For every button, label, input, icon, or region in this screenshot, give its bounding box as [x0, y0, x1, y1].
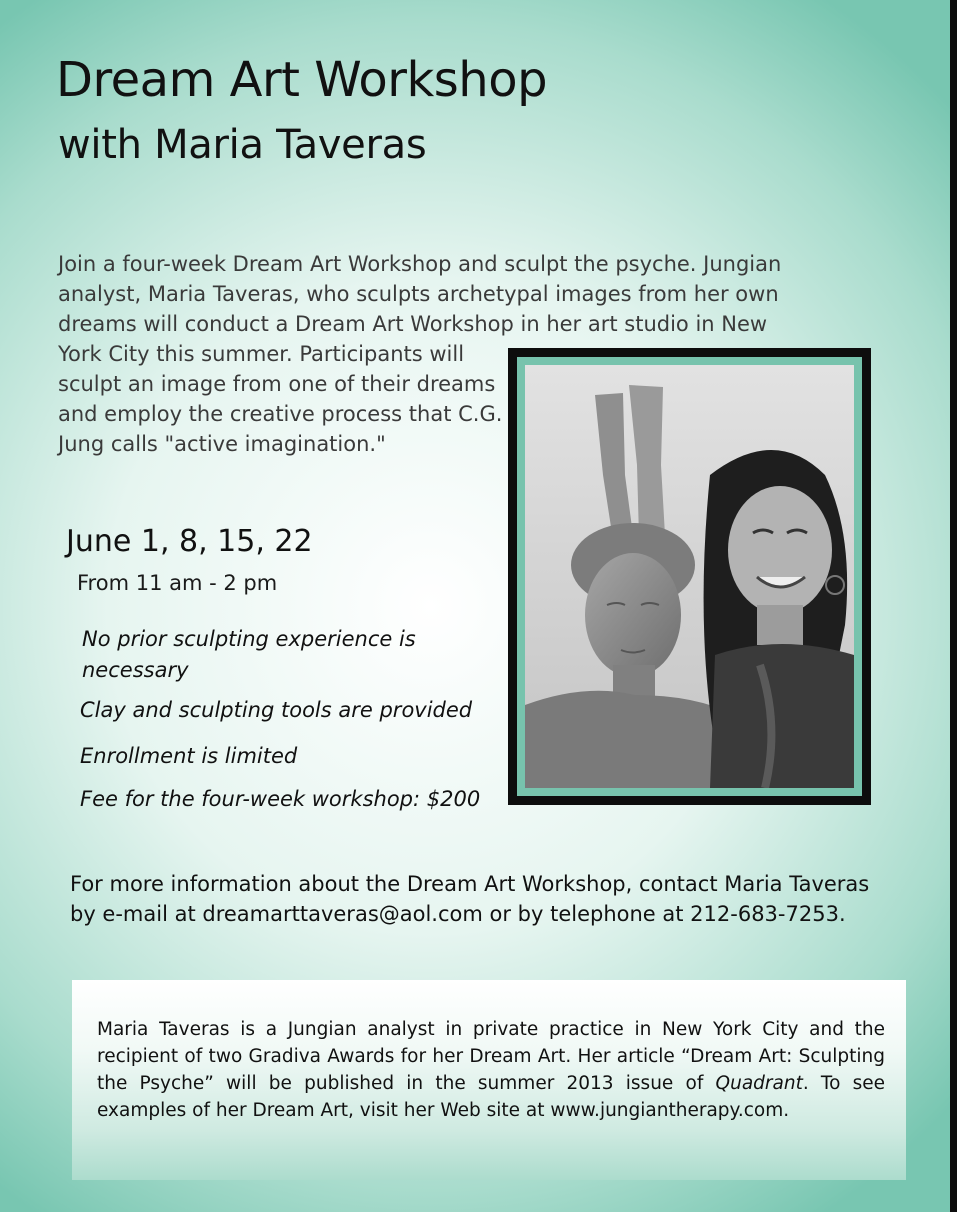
detail-materials: Clay and sculpting tools are provided [80, 698, 473, 722]
photo-illustration [525, 365, 854, 788]
page-subtitle: with Maria Taveras [58, 122, 427, 168]
publication-title: Quadrant [715, 1073, 803, 1094]
detail-enrollment: Enrollment is limited [80, 744, 298, 768]
bio-text-end: . To see examples of her Dream Art, visit her Web site at www.jungiantherapy.com. [97, 1073, 885, 1121]
intro-paragraph-top: Join a four-week Dream Art Workshop and sculpt the psyche. Jungian analyst, Maria Taveras, who sculpts archetypal images from her own dreams will conduct a Dream Art Workshop in her art studio in New [58, 252, 782, 336]
workshop-hours: From 11 am - 2 pm [77, 571, 278, 595]
bio-box [72, 980, 906, 1180]
photo-mat [517, 357, 862, 796]
detail-experience: No prior sculpting experience is necessary [82, 627, 416, 682]
contact-info: For more information about the Dream Art Workshop, contact Maria Taveras by e-mail at dreamarttaveras@aol.com or by telephone at 212-683-7253. [70, 872, 870, 926]
artist-with-sculpture-photo [525, 365, 854, 788]
workshop-dates: June 1, 8, 15, 22 [66, 524, 313, 559]
detail-fee: Fee for the four-week workshop: $200 [80, 787, 481, 811]
photo-frame [508, 348, 871, 805]
intro-paragraph-side: York City this summer. Participants will sculpt an image from one of their dreams and employ the creative process that C.G. Jung calls "active imagination." [58, 342, 503, 456]
right-edge-border [950, 0, 957, 1212]
page-title: Dream Art Workshop [56, 52, 548, 108]
bio-text-start: Maria Taveras is a Jungian analyst in private practice in New York City and the recipient of two Gradiva Awards for her Dream Art. Her article “Dream Art: Sculpting the Psyche” will be published in the summer 2013 issue of [97, 1019, 885, 1094]
bio-text [97, 1016, 885, 1124]
